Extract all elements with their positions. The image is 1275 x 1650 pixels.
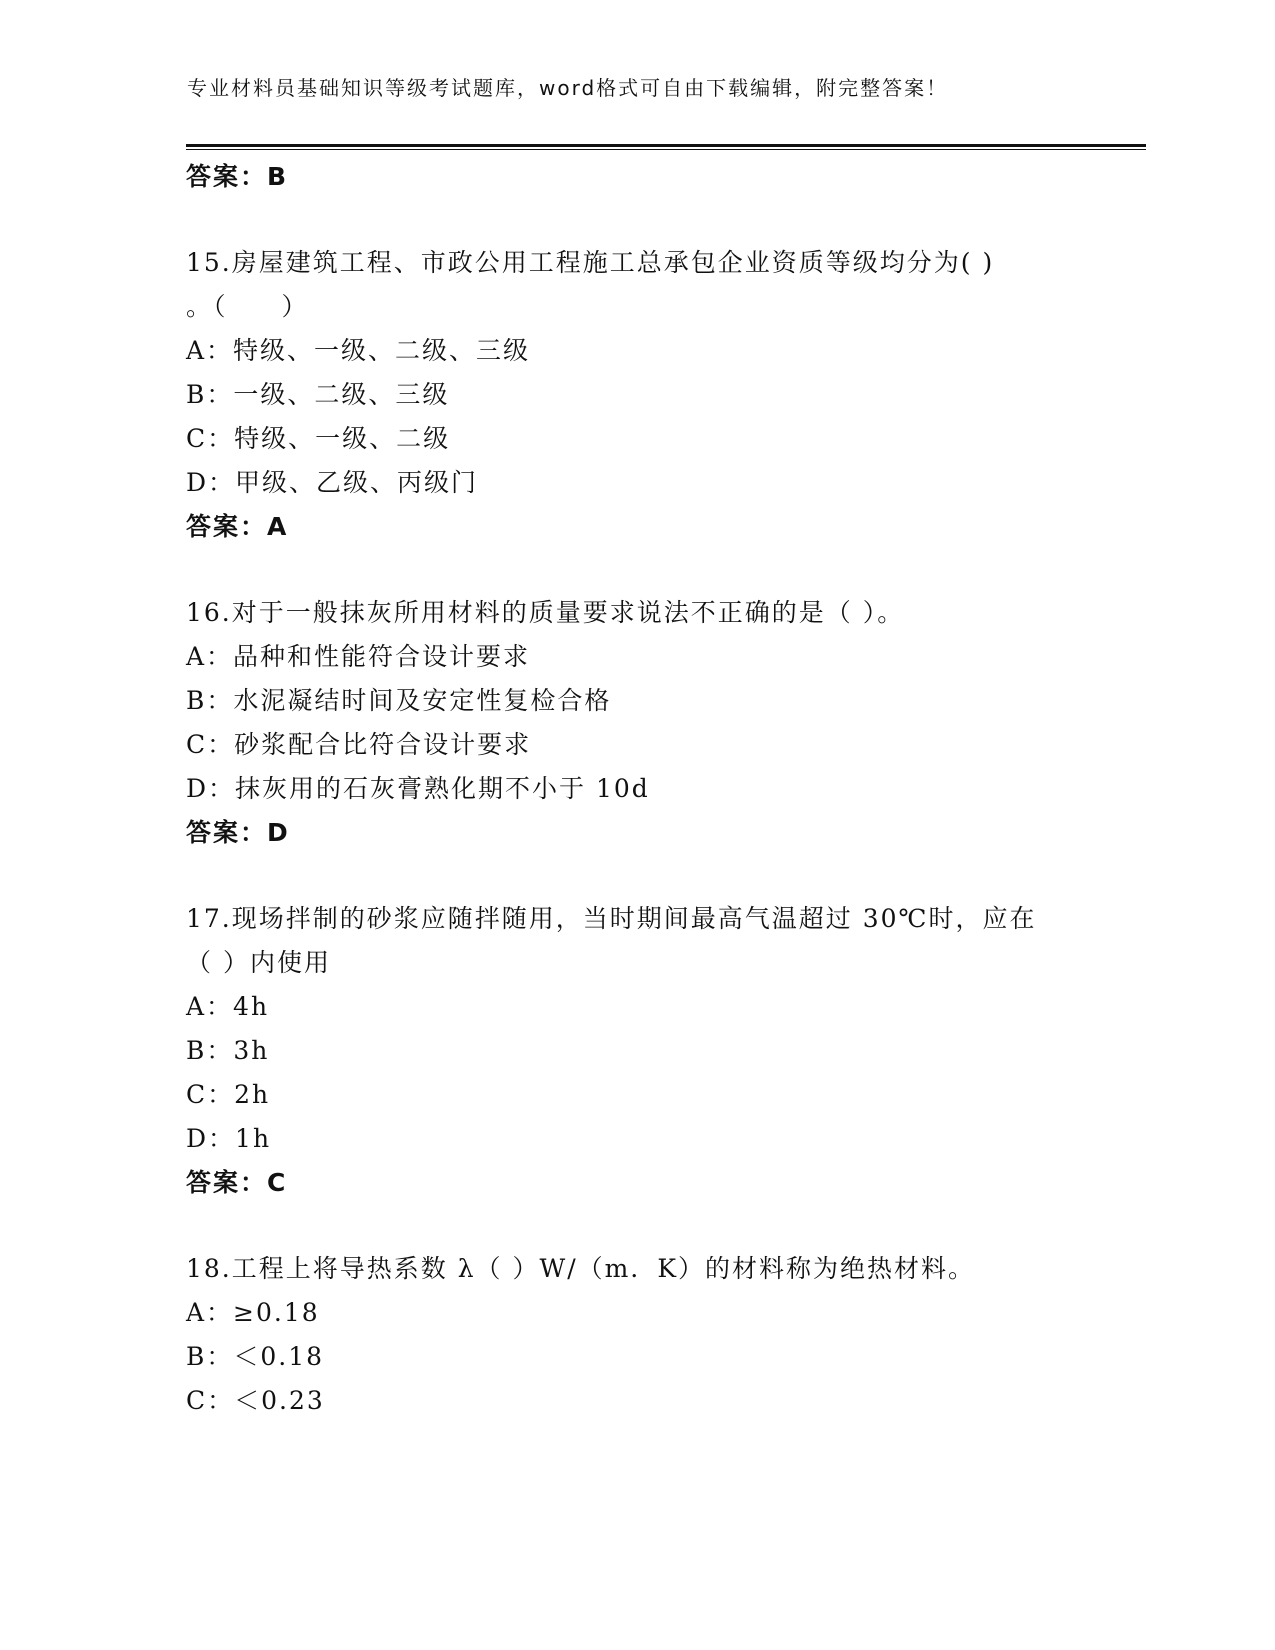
question-18-option-a: A：≥0.18 [186, 1298, 320, 1327]
header-rule-thin [186, 149, 1146, 150]
question-17-option-c: C：2h [186, 1080, 271, 1109]
page-header: 专业材料员基础知识等级考试题库，word格式可自由下载编辑，附完整答案！ [187, 76, 949, 100]
question-18-option-b: B：＜0.18 [186, 1342, 325, 1371]
question-15-stem: 15.房屋建筑工程、市政公用工程施工总承包企业资质等级均分为( ) [186, 248, 995, 277]
question-17-stem-cont: （ ）内使用 [186, 948, 331, 977]
question-17-stem: 17.现场拌制的砂浆应随拌随用，当时期间最高气温超过 30℃时，应在 [186, 904, 1037, 933]
question-15-option-a: A：特级、一级、二级、三级 [186, 336, 531, 365]
question-16-stem: 16.对于一般抹灰所用材料的质量要求说法不正确的是（ ）。 [186, 598, 905, 627]
question-16-answer: 答案：D [186, 818, 290, 847]
question-15-option-b: B：一级、二级、三级 [186, 380, 450, 409]
question-17-option-b: B：3h [186, 1036, 270, 1065]
question-16-option-a: A：品种和性能符合设计要求 [186, 642, 531, 671]
question-15-answer: 答案：A [186, 512, 289, 541]
question-18-option-c: C：＜0.23 [186, 1386, 325, 1415]
question-15-option-d: D：甲级、乙级、丙级门 [186, 468, 479, 497]
question-17-option-d: D：1h [186, 1124, 272, 1153]
answer-previous: 答案：B [186, 162, 289, 191]
question-15-stem-cont: 。（ ） [186, 292, 309, 321]
question-18-stem: 18.工程上将导热系数 λ（ ）W/（m．K）的材料称为绝热材料。 [186, 1254, 976, 1283]
question-16-option-c: C：砂浆配合比符合设计要求 [186, 730, 532, 759]
question-17-answer: 答案：C [186, 1168, 288, 1197]
question-15-option-c: C：特级、一级、二级 [186, 424, 451, 453]
question-16-option-d: D：抹灰用的石灰膏熟化期不小于 10d [186, 774, 650, 803]
header-rule-thick [186, 144, 1146, 147]
question-16-option-b: B：水泥凝结时间及安定性复检合格 [186, 686, 612, 715]
question-17-option-a: A：4h [186, 992, 270, 1021]
